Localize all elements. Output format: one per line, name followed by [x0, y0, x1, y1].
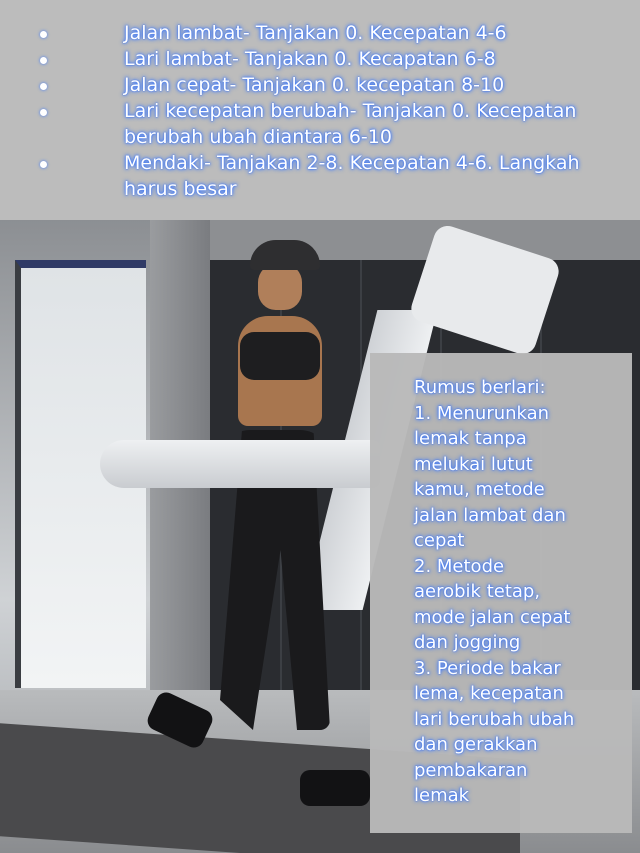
running-formula-panel	[370, 353, 632, 833]
formula-line: 2. Metode	[414, 555, 505, 577]
list-item-text: Mendaki- Tanjakan 2-8. Kecepatan 4-6. Langkah harus besar	[124, 152, 580, 200]
formula-line: lari berubah ubah	[414, 708, 575, 730]
list-item-text: Lari kecepatan berubah- Tanjakan 0. Kecepatan berubah ubah diantara 6-10	[124, 100, 577, 148]
treadmill-handrail	[100, 440, 380, 488]
formula-line: lemak	[414, 785, 470, 806]
workout-list	[0, 20, 640, 202]
list-item	[0, 72, 640, 98]
runner-cap	[250, 240, 320, 270]
formula-line: lema, kecepatan	[414, 683, 564, 704]
formula-line: mode jalan cepat	[414, 606, 571, 628]
list-item	[0, 150, 640, 202]
bullet-icon	[40, 57, 47, 64]
formula-line: lemak tanpa	[414, 428, 527, 449]
bullet-icon	[40, 83, 47, 90]
formula-title: Rumus berlari:	[414, 377, 546, 398]
runner-sports-top	[240, 332, 320, 380]
formula-line: dan gerakkan	[414, 734, 538, 755]
formula-line: jalan lambat dan	[414, 504, 566, 526]
bullet-icon	[40, 161, 47, 168]
runner	[190, 240, 380, 760]
formula-line: 1. Menurunkan	[414, 402, 550, 424]
list-item	[0, 20, 640, 46]
runner-face	[258, 264, 302, 310]
formula-line: pembakaran	[414, 759, 528, 781]
bullet-icon	[40, 31, 47, 38]
list-item	[0, 46, 640, 72]
formula-line: dan jogging	[414, 632, 521, 653]
list-item-text: Lari lambat- Tanjakan 0. Kecapatan 6-8	[124, 48, 496, 70]
formula-line: 3. Periode bakar	[414, 657, 561, 679]
formula-line: melukai lutut	[414, 453, 533, 475]
list-item-text: Jalan cepat- Tanjakan 0. kecepatan 8-10	[124, 74, 505, 96]
list-item-text: Jalan lambat- Tanjakan 0. Kecepatan 4-6	[124, 22, 507, 44]
list-item	[0, 98, 640, 150]
formula-line: cepat	[414, 530, 465, 551]
bullet-icon	[40, 109, 47, 116]
formula-line: kamu, metode	[414, 479, 545, 500]
runner-shoe	[300, 770, 370, 806]
formula-line: aerobik tetap,	[414, 581, 541, 602]
workout-list-panel	[0, 0, 640, 220]
